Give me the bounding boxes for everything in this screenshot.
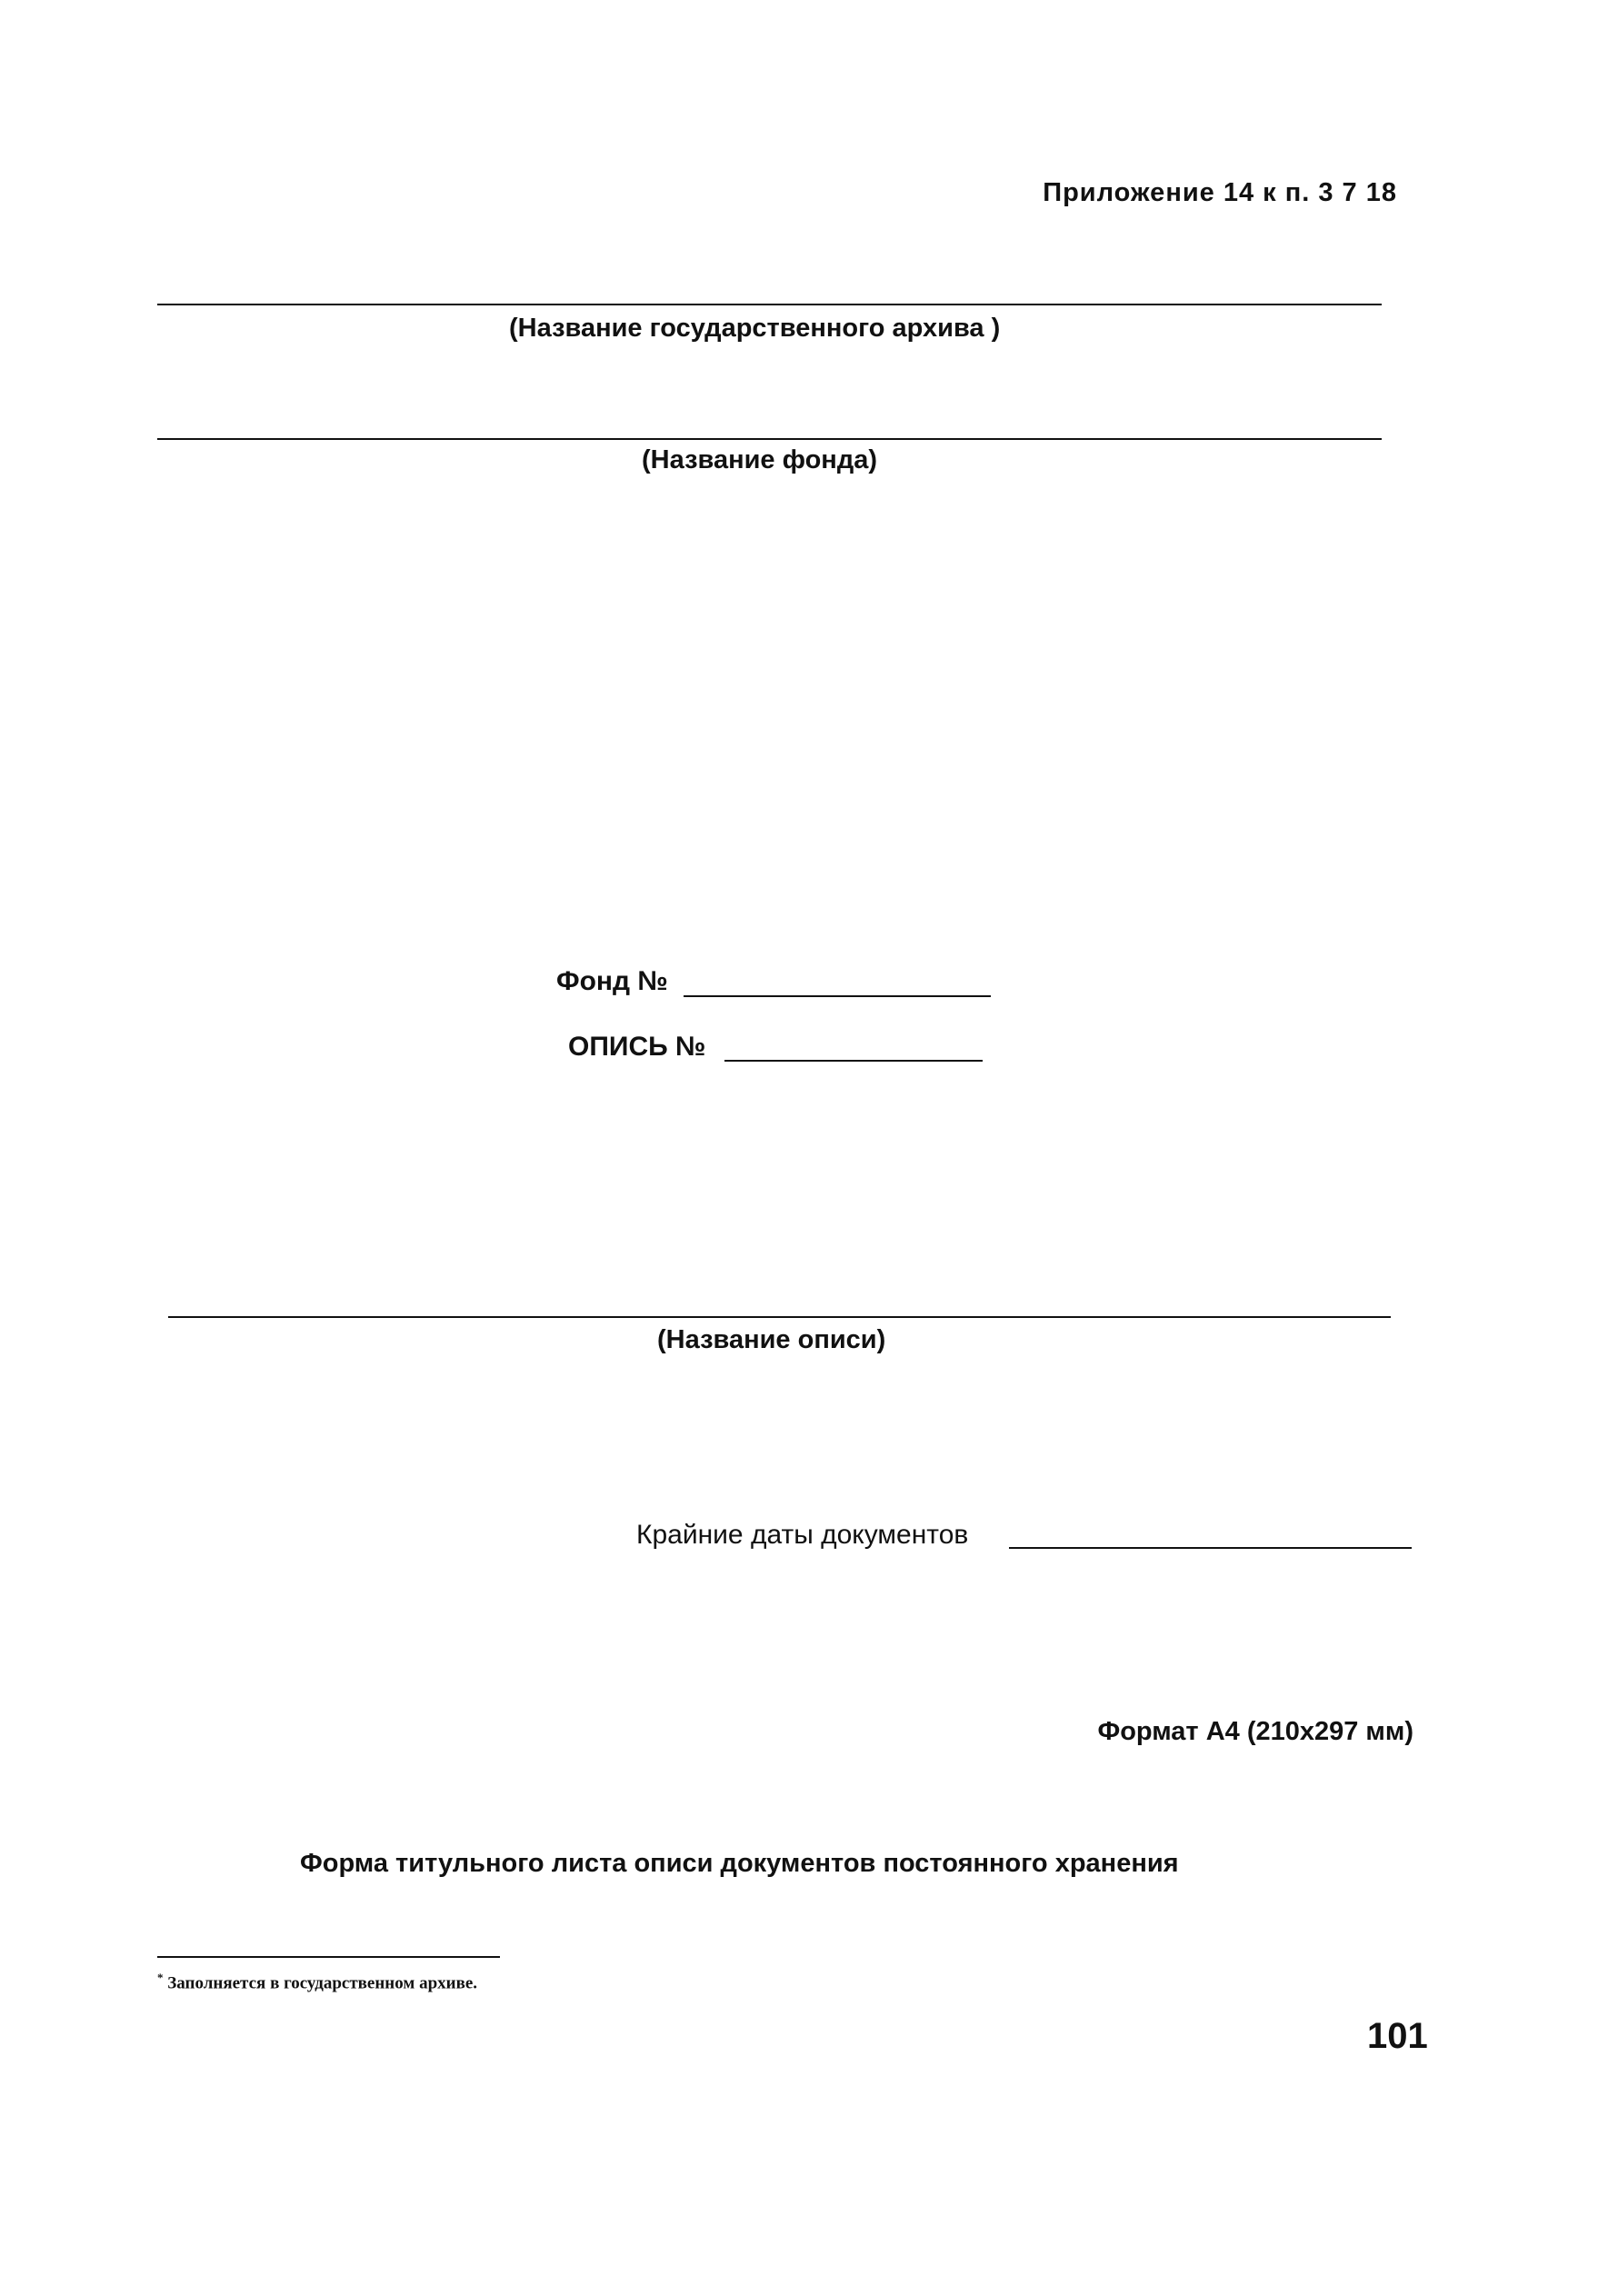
- form-title: Форма титульного листа описи документов постоянного хранения: [300, 1849, 1179, 1878]
- paper-format-label: Формат А4 (210х297 мм): [1097, 1717, 1413, 1746]
- footnote-marker: *: [157, 1971, 164, 1984]
- document-dates-line[interactable]: [1009, 1547, 1412, 1549]
- archive-name-caption: (Название государственного архива ): [509, 314, 1001, 343]
- fund-name-caption: (Название фонда): [642, 445, 878, 474]
- inventory-title-line[interactable]: [168, 1316, 1391, 1318]
- appendix-reference: Приложение 14 к п. 3 7 18: [1043, 178, 1397, 207]
- footnote-text: Заполняется в государственном архиве.: [167, 1973, 478, 1993]
- inventory-title-caption: (Название описи): [657, 1325, 886, 1354]
- fund-number-line[interactable]: [684, 995, 991, 997]
- footnote: [157, 1971, 477, 1993]
- fund-name-line[interactable]: [157, 438, 1382, 440]
- document-dates-label: Крайние даты документов: [636, 1520, 969, 1550]
- footnote-separator: [157, 1956, 500, 1958]
- inventory-number-line[interactable]: [724, 1060, 983, 1062]
- archive-name-line[interactable]: [157, 304, 1382, 305]
- page-number: 101: [1367, 2016, 1428, 2056]
- fund-number-label: Фонд №: [556, 966, 668, 996]
- inventory-number-label: ОПИСЬ №: [568, 1032, 706, 1062]
